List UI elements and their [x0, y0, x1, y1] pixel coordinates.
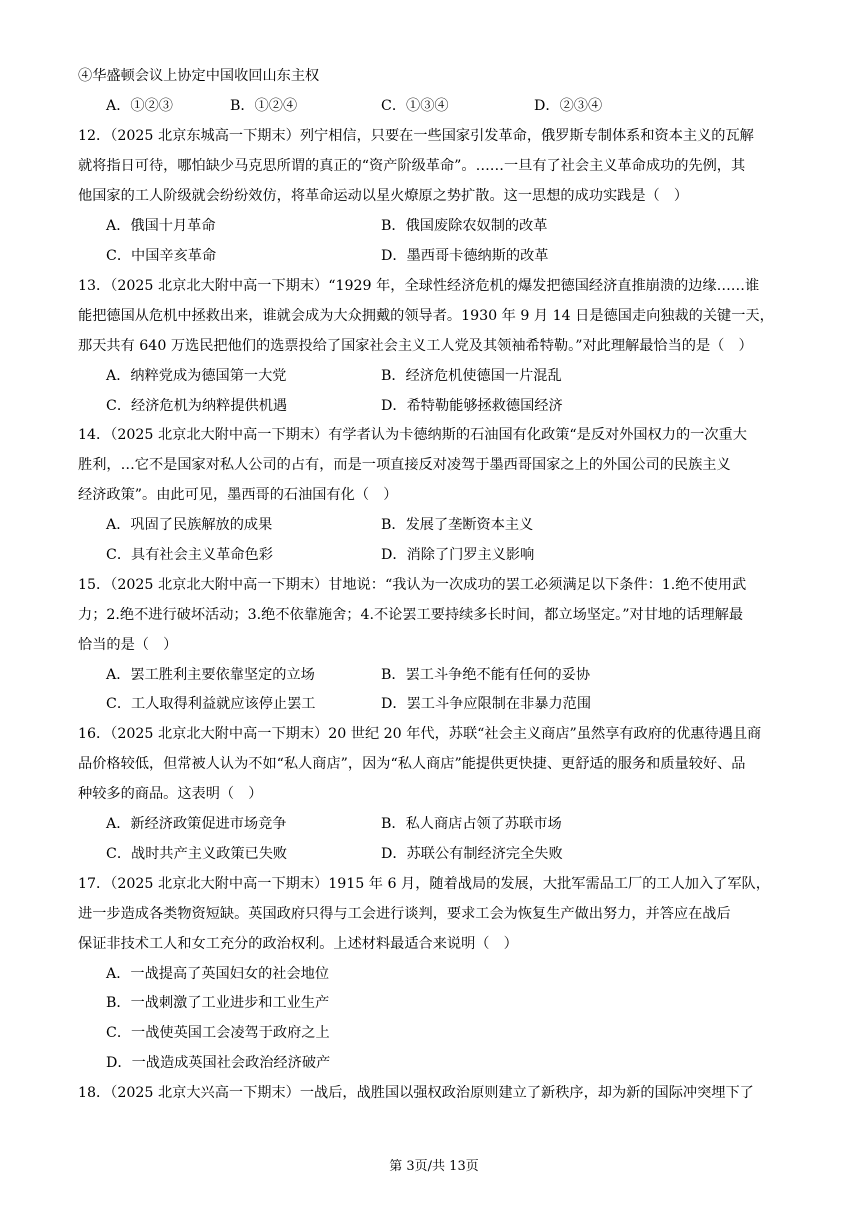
q17-line-1: 17．（2025 北京北大附中高一下期末）1915 年 6 月，随着战局的发展，大批军需品工厂的工人加入了军队，: [78, 876, 770, 892]
q17-line-3: 保证非技术工人和女工充分的政治权利。上述材料最适合来说明（ ）: [78, 936, 518, 952]
q13-line-1: 13．（2025 北京北大附中高一下期末）“1929 年，全球性经济危机的爆发把德国经济直推崩溃的边缘……谁: [78, 278, 760, 294]
q15-option-a: A．罢工胜利主要依靠坚定的立场: [106, 667, 315, 683]
q16-line-1: 16．（2025 北京北大附中高一下期末）20 世纪 20 年代，苏联“社会主义商店”虽然享有政府的优惠待遇且商: [78, 726, 762, 742]
q12-option-b: B．俄国废除农奴制的改革: [381, 218, 548, 234]
q14-line-3: 经济政策”。由此可见，墨西哥的石油国有化（ ）: [78, 487, 398, 503]
q13-option-c: C．经济危机为纳粹提供机遇: [106, 398, 288, 414]
q14-line-1: 14．（2025 北京北大附中高一下期末）有学者认为卡德纳斯的石油国有化政策“是反对外国权力的一次重大: [78, 427, 747, 443]
q14-option-d: D．消除了门罗主义影响: [381, 547, 535, 563]
q14-option-b: B．发展了垄断资本主义: [381, 517, 534, 533]
q18-line-1: 18．（2025 北京大兴高一下期末）一战后，战胜国以强权政治原则建立了新秩序，却为新的国际冲突埋下了: [78, 1085, 754, 1101]
q14-line-2: 胜利，…它不是国家对私人公司的占有，而是一项直接反对凌驾于墨西哥国家之上的外国公司的民族主义: [78, 457, 731, 473]
q16-option-d: D．苏联公有制经济完全失败: [381, 846, 563, 862]
q11-option-b: B．①②④: [230, 98, 298, 114]
q13-option-b: B．经济危机使德国一片混乱: [381, 368, 562, 384]
q13-option-a: A．纳粹党成为德国第一大党: [106, 368, 287, 384]
q11-option-a: A．①②③: [106, 98, 173, 114]
q15-option-c: C．工人取得利益就应该停止罢工: [106, 696, 316, 712]
q16-line-2: 品价格较低，但常被人认为不如“私人商店”，因为“私人商店”能提供更快捷、更舒适的服务和质量较好、品: [78, 756, 746, 772]
q16-line-3: 种较多的商品。这表明（ ）: [78, 786, 263, 802]
q16-option-a: A．新经济政策促进市场竞争: [106, 816, 287, 832]
q11-item-4: ④华盛顿会议上协定中国收回山东主权: [78, 68, 320, 84]
page-number-footer: 第 3页/共 13页: [389, 1159, 479, 1174]
q17-line-2: 进一步造成各类物资短缺。英国政府只得与工会进行谈判，要求工会为恢复生产做出努力，并答应在战后: [78, 906, 731, 922]
q16-option-c: C．战时共产主义政策已失败: [106, 846, 288, 862]
q13-option-d: D．希特勒能够拯救德国经济: [381, 398, 563, 414]
q17-option-a: A．一战提高了英国妇女的社会地位: [106, 966, 330, 982]
q12-line-1: 12．（2025 北京东城高一下期末）列宁相信，只要在一些国家引发革命，俄罗斯专制体系和资本主义的瓦解: [78, 128, 754, 144]
q15-option-b: B．罢工斗争绝不能有任何的妥协: [381, 667, 591, 683]
q12-option-d: D．墨西哥卡德纳斯的改革: [381, 248, 549, 264]
q17-option-c: C．一战使英国工会凌驾于政府之上: [106, 1025, 330, 1041]
q12-line-3: 他国家的工人阶级就会纷纷效仿，将革命运动以星火燎原之势扩散。这一思想的成功实践是（ ）: [78, 188, 689, 204]
q15-line-3: 恰当的是（ ）: [78, 637, 178, 653]
q15-option-d: D．罢工斗争应限制在非暴力范围: [381, 696, 592, 712]
q15-line-1: 15．（2025 北京北大附中高一下期末）甘地说：“我认为一次成功的罢工必须满足以下条件：1.绝不使用武: [78, 577, 747, 593]
q17-option-d: D．一战造成英国社会政治经济破产: [106, 1055, 331, 1071]
q11-option-d: D．②③④: [534, 98, 603, 114]
q14-option-a: A．巩固了民族解放的成果: [106, 517, 273, 533]
q12-option-a: A．俄国十月革命: [106, 218, 216, 234]
q14-option-c: C．具有社会主义革命色彩: [106, 547, 273, 563]
q15-line-2: 力；2.绝不进行破坏活动；3.绝不依靠施舍；4.不论罢工要持续多长时间，都立场坚定。”对甘地的话理解最: [78, 607, 744, 623]
q12-option-c: C．中国辛亥革命: [106, 248, 217, 264]
q17-option-b: B．一战刺激了工业进步和工业生产: [106, 995, 330, 1011]
q12-line-2: 就将指日可待，哪怕缺少马克思所谓的真正的“资产阶级革命”。……一旦有了社会主义革命成功的先例，其: [78, 158, 746, 174]
q11-option-c: C．①③④: [381, 98, 449, 114]
q13-line-2: 能把德国从危机中拯救出来，谁就会成为大众拥戴的领导者。1930 年 9 月 14 日是德国走向独裁的关键一天，: [78, 308, 774, 324]
q13-line-3: 那天共有 640 万选民把他们的选票投给了国家社会主义工人党及其领袖希特勒。”对此理解最恰当的是（ ）: [78, 338, 753, 354]
q16-option-b: B．私人商店占领了苏联市场: [381, 816, 562, 832]
